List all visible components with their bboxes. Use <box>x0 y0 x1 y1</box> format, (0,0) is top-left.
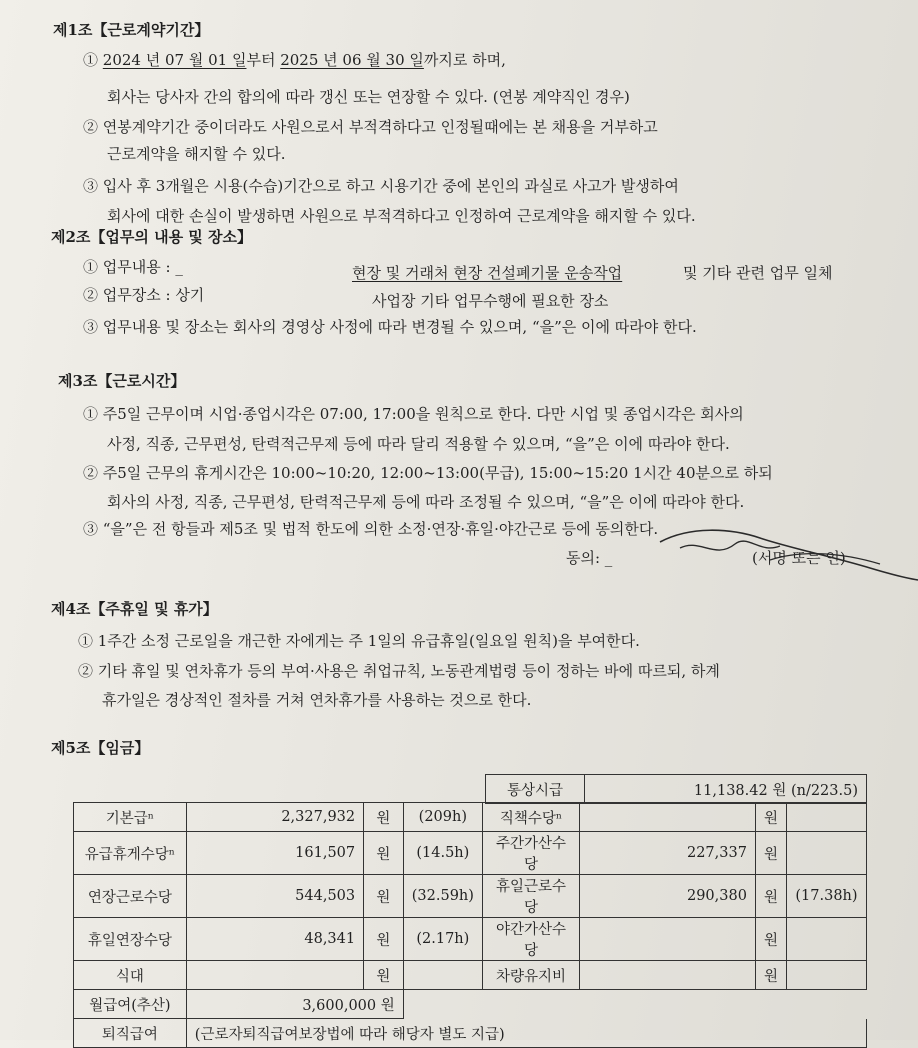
article-4-item-1: ① 1주간 소정 근로일을 개근한 자에게는 주 1일의 유급휴일(일요일 원칙)을 부여한다. <box>78 632 640 650</box>
work-content-value: 현장 및 거래처 현장 건설폐기물 운송작업 <box>352 264 623 282</box>
allowance-label: 야간가산수당 <box>482 918 579 961</box>
wage-unit: 원 <box>364 832 404 875</box>
article-4-item-2-line-1: ② 기타 휴일 및 연차휴가 등의 부여·사용은 취업규칙, 노동관계법령 등이 정하는 바에 따르되, 하계 <box>78 662 720 680</box>
article-3-item-1-line-2: 사정, 직종, 근무편성, 탄력적근무제 등에 따라 달리 적용할 수 있으며, “을”은 이에 따라야 한다. <box>107 435 730 453</box>
allowance-amount <box>580 918 756 961</box>
allowance-hours <box>786 803 866 832</box>
wage-hours: (32.59h) <box>403 875 482 918</box>
article-1-item-3-line-2: 회사에 대한 손실이 발생하면 사원으로 부적격하다고 인정하여 근로계약을 해지할 수 있다. <box>107 207 696 225</box>
text-from: 부터 <box>246 51 281 69</box>
wage-label: 기본급ⁿ <box>74 803 187 832</box>
allowance-unit: 원 <box>755 961 786 990</box>
allowance-hours <box>786 832 866 875</box>
work-content-tail: 및 기타 관련 업무 일체 <box>683 264 833 282</box>
article-3-item-1-line-1: ① 주5일 근무이며 시업·종업시각은 07:00, 17:00을 원칙으로 한다. 다만 시업 및 종업시각은 회사의 <box>83 405 744 423</box>
wage-hours <box>403 961 482 990</box>
severance-label: 퇴직급여 <box>74 1019 187 1048</box>
signature-scribble <box>620 520 918 590</box>
article-3-item-2-line-1: ② 주5일 근무의 휴게시간은 10:00~10:20, 12:00~13:00(무급), 15:00~15:20 1시간 40분으로 하되 <box>83 464 773 482</box>
wage-label: 식대 <box>74 961 187 990</box>
wage-unit: 원 <box>364 918 404 961</box>
article-1-item-1-line-1 <box>83 49 506 70</box>
text-until: 까지로 하며, <box>423 51 506 69</box>
allowance-unit: 원 <box>755 875 786 918</box>
wage-row <box>74 875 867 918</box>
article-1-title: 제1조【근로계약기간】 <box>53 21 210 39</box>
contract-end-date: 2025 년 06 월 30 일 <box>280 51 424 69</box>
work-place-label: ② 업무장소 : 상기 <box>83 286 205 304</box>
wage-row <box>74 961 867 990</box>
article-1-item-1-line-2: 회사는 당사자 간의 합의에 따라 갱신 또는 연장할 수 있다. (연봉 계약직인 경우) <box>107 88 630 106</box>
article-3-item-2-line-2: 회사의 사정, 직종, 근무편성, 탄력적근무제 등에 따라 조정될 수 있으며, “을”은 이에 따라야 한다. <box>107 493 745 511</box>
allowance-label: 차량유지비 <box>482 961 579 990</box>
allowance-hours <box>786 961 866 990</box>
article-5-title: 제5조【임금】 <box>51 739 150 757</box>
article-1-item-3-line-1: ③ 입사 후 3개월은 시용(수습)기간으로 하고 시용기간 중에 본인의 과실로 사고가 발생하여 <box>83 177 679 195</box>
monthly-pay-label: 월급여(추산) <box>74 990 187 1019</box>
allowance-hours: (17.38h) <box>786 875 866 918</box>
wage-amount: 48,341 <box>186 918 363 961</box>
consent-sign-placeholder: (서명 또는 인) <box>752 549 846 567</box>
allowance-unit: 원 <box>755 803 786 832</box>
ordinary-wage-value: 11,138.42 원 (n/223.5) <box>585 775 867 804</box>
article-4-item-2-line-2: 휴가일은 경상적인 절차를 거쳐 연차휴가를 사용하는 것으로 한다. <box>102 691 532 709</box>
item-number: ① <box>83 51 99 69</box>
wage-row <box>74 803 867 832</box>
allowance-label: 휴일근로수당 <box>482 875 579 918</box>
wage-table <box>73 802 867 1048</box>
allowance-amount: 227,337 <box>580 832 756 875</box>
allowance-label: 주간가산수당 <box>482 832 579 875</box>
wage-unit: 원 <box>364 875 404 918</box>
article-4-title: 제4조【주휴일 및 휴가】 <box>51 600 218 618</box>
allowance-label: 직책수당ⁿ <box>482 803 579 832</box>
wage-unit: 원 <box>364 803 404 832</box>
wage-hours: (14.5h) <box>403 832 482 875</box>
wage-amount <box>186 961 363 990</box>
ordinary-wage-table <box>485 774 867 804</box>
work-content-label: ① 업무내용 : _ <box>83 258 183 276</box>
wage-hours: (209h) <box>403 803 482 832</box>
wage-amount: 2,327,932 <box>186 803 363 832</box>
article-1-item-2-line-1: ② 연봉계약기간 중이더라도 사원으로서 부적격하다고 인정될때에는 본 채용을 거부하고 <box>83 118 658 136</box>
wage-hours: (2.17h) <box>403 918 482 961</box>
wage-row <box>74 832 867 875</box>
severance-row <box>74 1019 867 1048</box>
allowance-amount <box>580 803 756 832</box>
wage-label: 유급휴게수당ⁿ <box>74 832 187 875</box>
article-3-item-3: ③ “을”은 전 항들과 제5조 및 법적 한도에 의한 소정·연장·휴일·야간근로 등에 동의한다. <box>83 520 659 538</box>
work-place-value: 사업장 기타 업무수행에 필요한 장소 <box>372 292 609 310</box>
allowance-amount <box>580 961 756 990</box>
article-3-title: 제3조【근로시간】 <box>58 372 186 390</box>
wage-amount: 161,507 <box>186 832 363 875</box>
article-2-title: 제2조【업무의 내용 및 장소】 <box>51 228 253 246</box>
monthly-pay-value: 3,600,000 원 <box>186 990 403 1019</box>
wage-label: 휴일연장수당 <box>74 918 187 961</box>
monthly-pay-row <box>74 990 867 1019</box>
consent-label: 동의: _ <box>566 549 613 567</box>
allowance-unit: 원 <box>755 918 786 961</box>
wage-label: 연장근로수당 <box>74 875 187 918</box>
allowance-hours <box>786 918 866 961</box>
allowance-amount: 290,380 <box>580 875 756 918</box>
wage-amount: 544,503 <box>186 875 363 918</box>
contract-start-date: 2024 년 07 월 01 일 <box>102 51 247 69</box>
allowance-unit: 원 <box>755 832 786 875</box>
ordinary-wage-label: 통상시급 <box>486 775 585 804</box>
wage-unit: 원 <box>364 961 404 990</box>
severance-value: (근로자퇴직급여보장법에 따라 해당자 별도 지급) <box>186 1019 866 1048</box>
article-2-item-3: ③ 업무내용 및 장소는 회사의 경영상 사정에 따라 변경될 수 있으며, “을”은 이에 따라야 한다. <box>83 318 697 336</box>
article-1-item-2-line-2: 근로계약을 해지할 수 있다. <box>107 145 286 163</box>
wage-row <box>74 918 867 961</box>
